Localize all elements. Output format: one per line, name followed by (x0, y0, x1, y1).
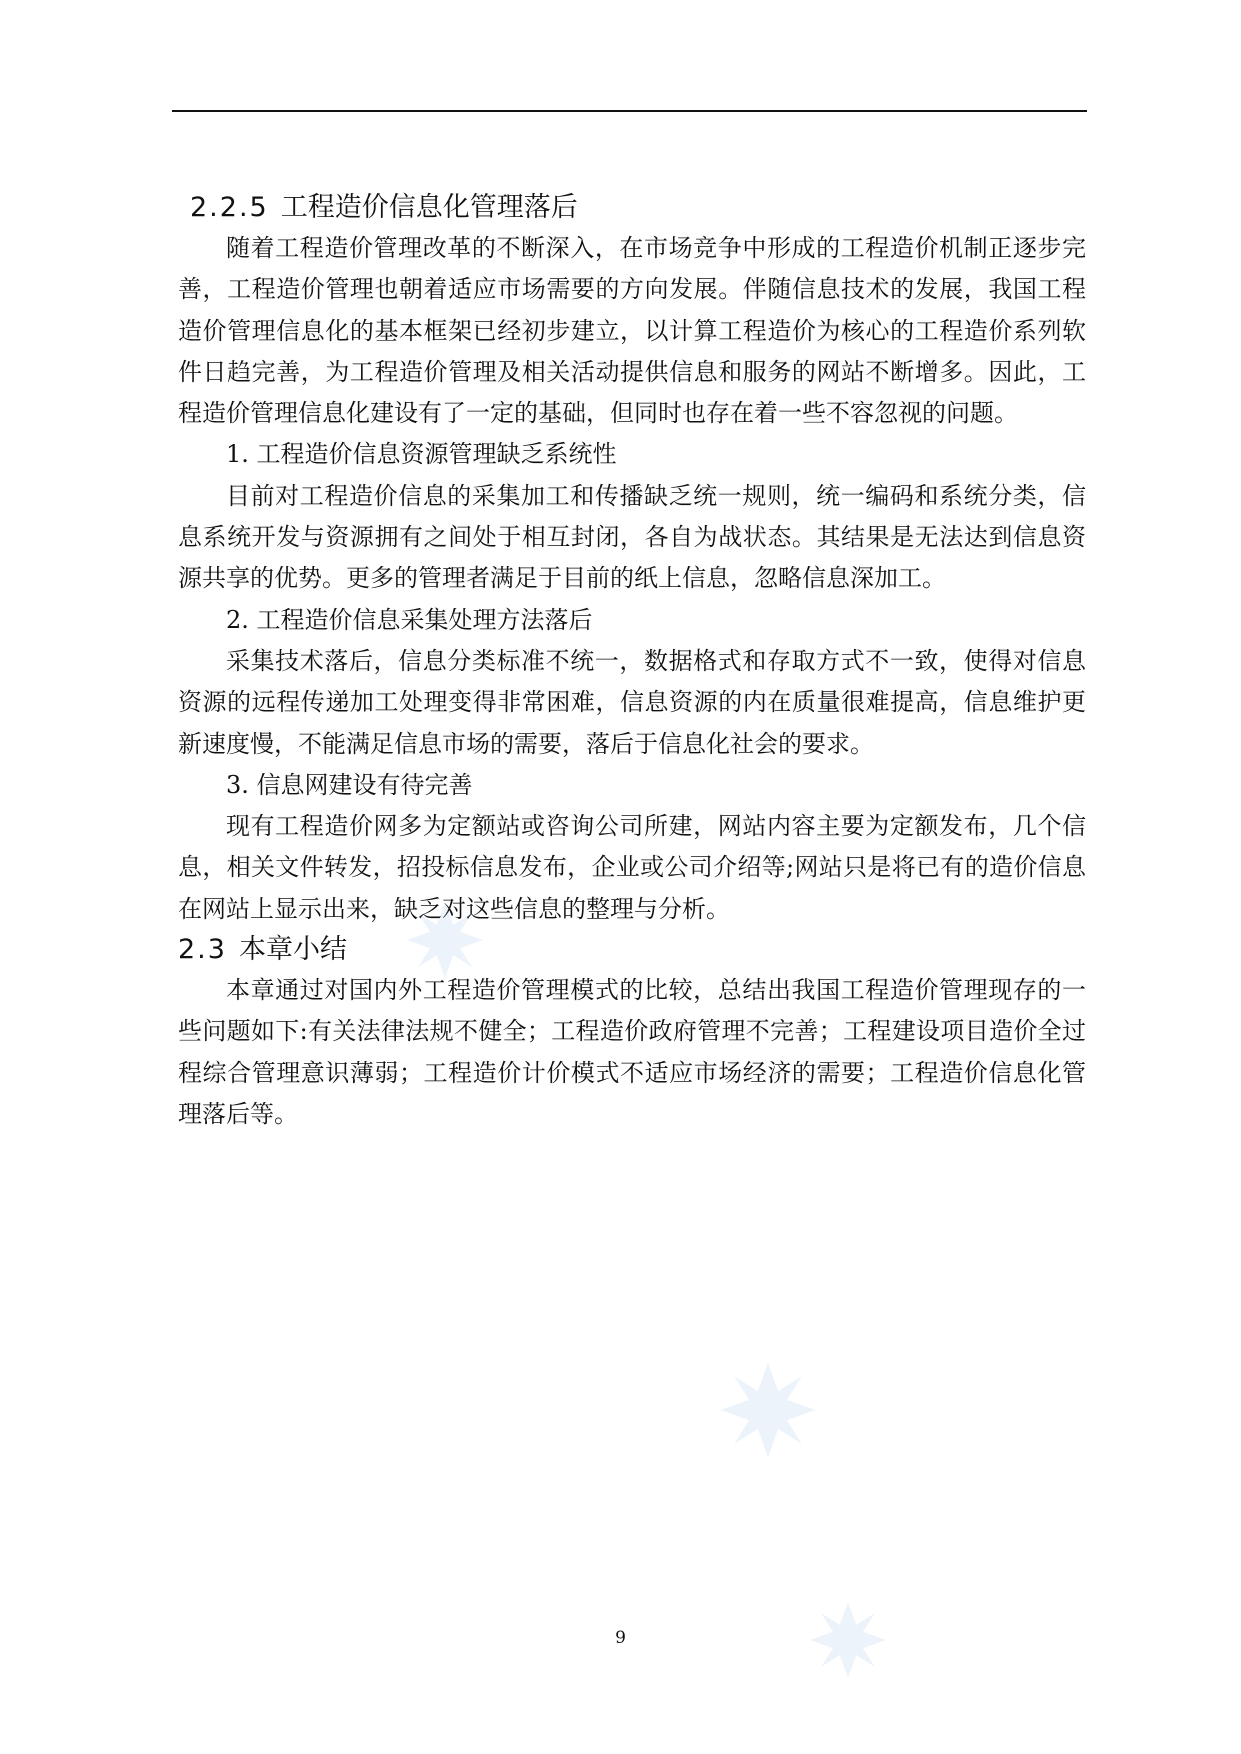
page-number: 9 (615, 1628, 626, 1648)
header-rule (172, 110, 1087, 112)
item-body-2: 采集技术落后，信息分类标准不统一，数据格式和存取方式不一致，使得对信息资源的远程传递加工处理变得非常困难，信息资源的内在质量很难提高，信息维护更新速度慢，不能满足信息市场的需要，落后于信息化社会的要求。 (178, 646, 1086, 758)
section-number: 2.2.5 (190, 192, 269, 223)
item-heading-2: 2. 工程造价信息采集处理方法落后 (226, 605, 593, 634)
item-heading-1: 1. 工程造价信息资源管理缺乏系统性 (226, 440, 617, 469)
section-intro-paragraph: 随着工程造价管理改革的不断深入，在市场竞争中形成的工程造价机制正逐步完善，工程造价管理也朝着适应市场需要的方向发展。伴随信息技术的发展，我国工程造价管理信息化的基本框架已经初步建立，以计算工程造价为核心的工程造价系列软件日趋完善，为工程造价管理及相关活动提供信息和服务的网站不断增多。因此，工程造价管理信息化建设有了一定的基础，但同时也存在着一些不容忽视的问题。 (178, 234, 1086, 428)
chapter-summary-paragraph: 本章通过对国内外工程造价管理模式的比较，总结出我国工程造价管理现存的一些问题如下:有关法律法规不健全；工程造价政府管理不完善；工程建设项目造价全过程综合管理意识薄弱；工程造价计价模式不适应市场经济的需要；工程造价信息化管理落后等。 (178, 976, 1086, 1128)
snowflake-watermark-icon (808, 1600, 888, 1680)
section-heading-2-3 (178, 930, 1086, 970)
section-title: 工程造价信息化管理落后 (280, 192, 578, 223)
section-heading-2-2-5 (178, 188, 1086, 228)
item-heading-3: 3. 信息网建设有待完善 (226, 770, 473, 799)
section-title: 本章小结 (238, 934, 347, 966)
section-number: 2.3 (178, 934, 227, 966)
snowflake-watermark-icon (718, 1360, 818, 1460)
snowflake-watermark-icon (405, 900, 485, 980)
item-body-1: 目前对工程造价信息的采集加工和传播缺乏统一规则，统一编码和系统分类，信息系统开发与资源拥有之间处于相互封闭，各自为战状态。其结果是无法达到信息资源共享的优势。更多的管理者满足于目前的纸上信息，忽略信息深加工。 (178, 481, 1086, 593)
page-body (178, 188, 1086, 1135)
item-body-3: 现有工程造价网多为定额站或咨询公司所建，网站内容主要为定额发布，几个信息，相关文件转发，招投标信息发布，企业或公司介绍等;网站只是将已有的造价信息在网站上显示出来，缺乏对这些信息的整理与分析。 (178, 812, 1086, 923)
